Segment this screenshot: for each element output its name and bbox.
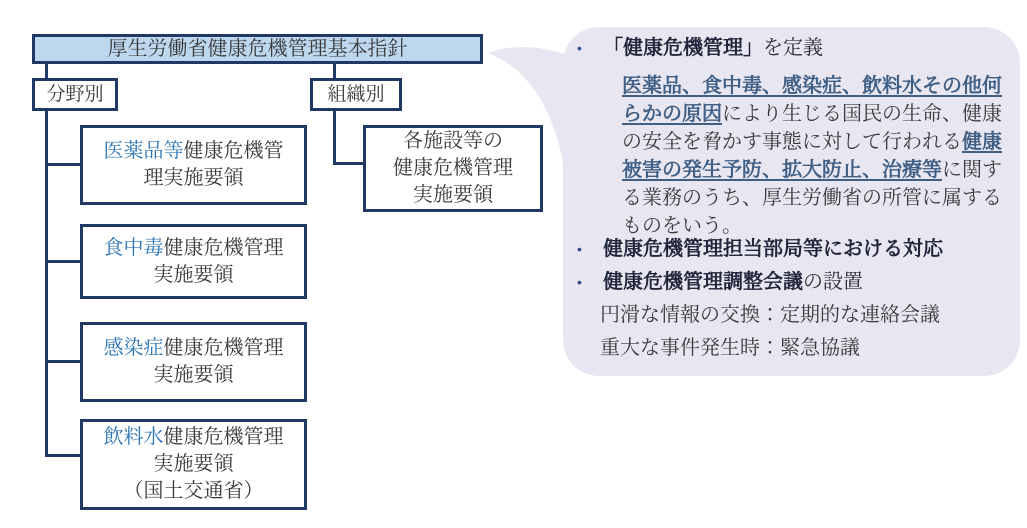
field-box-highlight: 感染症 — [103, 337, 164, 359]
root-title-box — [32, 34, 483, 64]
bullet3-bold: 健康危機管理調整会議 — [603, 271, 803, 293]
branch-org-box — [310, 78, 402, 111]
field-box-text — [104, 335, 284, 389]
field-box-highlight: 食中毒 — [103, 236, 164, 259]
field-box-highlight: 飲料水 — [103, 426, 164, 448]
root-title-label: 厚生労働省健康危機管理基本指針 — [107, 38, 408, 60]
branch-field-box — [32, 78, 118, 111]
bullet3-rest: の設置 — [803, 271, 863, 293]
bullet-text — [603, 237, 943, 261]
org-box-line2: 健康危機管理 — [393, 157, 513, 179]
field-branch-line-3 — [45, 360, 80, 363]
field-box-line2: 理実施要領 — [143, 167, 244, 189]
branch-field-label: 分野別 — [46, 83, 104, 105]
definition-text-1: により生じる国民の生命、健康の安全を脅かす事態に対して行われる — [622, 103, 1002, 153]
field-box-line1: 健康危機管理 — [163, 337, 284, 359]
field-branch-line-2 — [45, 260, 80, 263]
subline-information-exchange: 円滑な情報の交換：定期的な連絡会議 — [600, 304, 940, 326]
bullet1-rest: を定義 — [763, 37, 823, 59]
bullet1-bold: 「健康危機管理」 — [603, 37, 763, 59]
field-box-line2: 実施要領 — [153, 453, 234, 475]
org-box-line1: 各施設等の — [403, 130, 503, 152]
field-box-line2: 実施要領 — [153, 364, 234, 386]
bullet-response — [577, 237, 943, 261]
field-box-line1: 健康危機管理 — [163, 426, 284, 448]
field-branch-line-4 — [45, 454, 80, 457]
field-box-highlight: 医薬品等 — [103, 140, 184, 162]
branch-org-label: 組織別 — [327, 83, 385, 105]
bullet-definition-title — [577, 36, 823, 60]
bullet-icon: • — [577, 241, 582, 257]
definition-text-2: に関する業務のうち、厚生労働省の所管に属するものをいう。 — [622, 159, 1002, 237]
bullet-text — [603, 36, 823, 60]
field-box-food-poisoning — [80, 224, 307, 299]
connector-title-to-field — [45, 62, 48, 79]
definition-paragraph — [622, 72, 1019, 240]
field-box-text — [104, 138, 284, 192]
org-box-line3: 実施要領 — [413, 184, 493, 206]
field-box-infectious-disease — [80, 322, 307, 402]
field-box-pharmaceuticals — [80, 125, 307, 205]
field-branch-line-1 — [45, 163, 80, 166]
field-box-line3: （国土交通省） — [123, 480, 264, 502]
bullet2-bold: 健康危機管理担当部局等における対応 — [603, 238, 943, 260]
org-branch-line — [333, 162, 363, 165]
field-box-line1: 健康危機管 — [183, 140, 284, 162]
org-trunk-line — [333, 110, 336, 165]
subline-emergency-consultation: 重大な事件発生時：緊急協議 — [600, 337, 860, 359]
definition-underline-1: 医薬品、食中毒、感染症、飲料水その他何らかの原因 — [622, 75, 1002, 125]
connector-title-to-org — [333, 62, 336, 79]
field-box-text — [104, 235, 284, 289]
field-box-line1: 健康危機管理 — [163, 236, 284, 259]
bullet-icon: • — [577, 40, 582, 56]
bullet-coordination-council — [577, 270, 863, 294]
field-box-line2: 実施要領 — [153, 263, 234, 286]
bullet-icon: • — [577, 274, 582, 290]
bullet-text — [603, 270, 863, 294]
definition-underline-2: 健康被害の発生予防、拡大防止、治療等 — [622, 131, 1002, 181]
field-box-text — [104, 424, 284, 505]
field-box-drinking-water — [80, 419, 307, 510]
